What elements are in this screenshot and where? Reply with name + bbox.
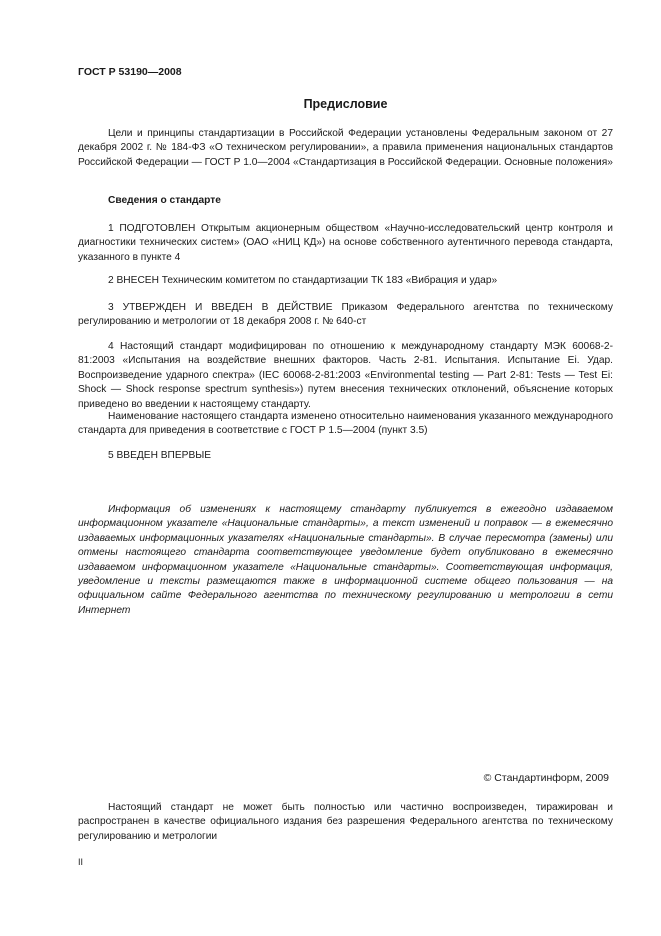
copyright-line: © Стандартинформ, 2009 <box>483 772 609 784</box>
reproduction-notice-paragraph: Настоящий стандарт не может быть полностью или частично воспроизведен, тиражирован и распространен в качестве официального издания без разрешения Федерального агентства по техническому регулированию и метрологии <box>78 802 613 842</box>
section-heading: Сведения о стандарте <box>108 195 221 206</box>
page-number: II <box>78 857 84 867</box>
item-4-paragraph: 4 Настоящий стандарт модифицирован по отношению к международному стандарту МЭК 60068-2-81:2003 «Испытания на воздействие внешних факторов. Часть 2-81. Испытания. Испытание Ei. Удар. Воспроизведение ударного спектра» (IEC 60068-2-81:2003 «Environmental testing — Part 2-81: Tests — Test Ei: Shock — Shock response spectrum synthesis») путем внесения технических отклонений, объяснение которых приведено во введении к настоящему стандарту. <box>78 341 613 410</box>
item-5-paragraph: 5 ВВЕДЕН ВПЕРВЫЕ <box>108 450 212 461</box>
intro-paragraph: Цели и принципы стандартизации в Российской Федерации установлены Федеральным законом от 27 декабря 2002 г. № 184-ФЗ «О техническом регулировании», а правила применения национальных стандартов Российской Федерации — ГОСТ Р 1.0—2004 «Стандартизация в Российской Федерации. Основные положения» <box>78 128 613 168</box>
info-notice-paragraph: Информация об изменениях к настоящему стандарту публикуется в ежегодно издаваемом информационном указателе «Национальные стандарты», а текст изменений и поправок — в ежемесячно издаваемых информационных указателях «Национальные стандарты». В случае пересмотра (замены) или отмены настоящего стандарта соответствующее уведомление будет опубликовано в ежемесячно издаваемом информационном указателе «Национальные стандарты». Соответствующая информация, уведомление и тексты размещаются также в информационной системе общего пользования — на официальном сайте Федерального агентства по техническому регулированию и метрологии в сети Интернет <box>78 504 613 616</box>
item-3-paragraph: 3 УТВЕРЖДЕН И ВВЕДЕН В ДЕЙСТВИЕ Приказом Федерального агентства по техническому регулированию и метрологии от 18 декабря 2008 г. № 640-ст <box>78 302 613 328</box>
document-id-header: ГОСТ Р 53190—2008 <box>78 66 182 78</box>
foreword-title: Предисловие <box>303 97 388 111</box>
item-2-paragraph: 2 ВНЕСЕН Техническим комитетом по стандартизации ТК 183 «Вибрация и удар» <box>108 275 498 286</box>
item-1-paragraph: 1 ПОДГОТОВЛЕН Открытым акционерным обществом «Научно-исследовательский центр контроля и диагностики технических систем» (ОАО «НИЦ КД») на основе собственного аутентичного перевода стандарта, указанного в пункте 4 <box>78 223 613 263</box>
item-4-note-paragraph: Наименование настоящего стандарта изменено относительно наименования указанного международного стандарта для приведения в соответствие с ГОСТ Р 1.5—2004 (пункт 3.5) <box>78 411 613 437</box>
